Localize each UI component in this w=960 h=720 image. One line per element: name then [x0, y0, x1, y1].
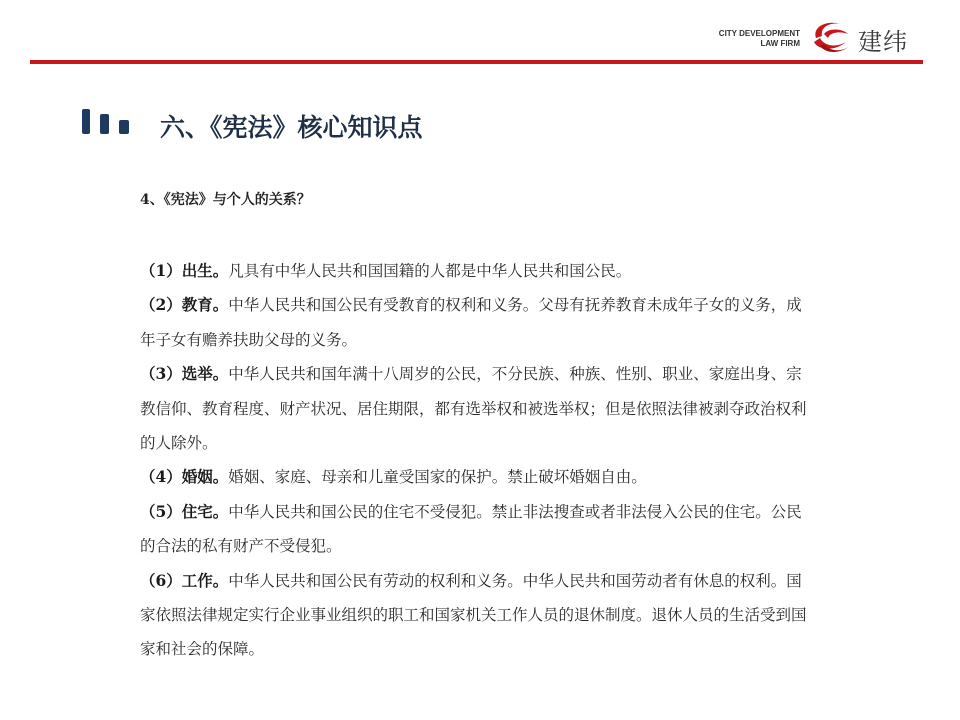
list-item: [140, 254, 810, 288]
item-text: 中华人民共和国公民有受教育的权利和义务。父母有抚养教育未成年子女的义务，成年子女有赡养扶助父母的义务。: [140, 296, 802, 349]
item-label: （6）工作。: [140, 570, 229, 590]
question-heading: 4、《宪法》与个人的关系？: [140, 192, 311, 208]
item-label: （4）婚姻。: [140, 467, 229, 487]
logo-english-line1: CITY DEVELOPMENT: [718, 29, 800, 38]
item-text: 中华人民共和国公民有劳动的权利和义务。中华人民共和国劳动者有休息的权利。国家依照法律规定实行企业事业组织的职工和国家机关工作人员的退休制度。退休人员的生活受到国家和社会的保障。: [140, 571, 807, 659]
header: [0, 0, 960, 70]
list-item: [140, 460, 810, 494]
list-item: [140, 495, 810, 564]
swirl-logo-icon: [806, 16, 854, 56]
item-label: （3）选举。: [140, 364, 229, 384]
item-text: 中华人民共和国年满十八周岁的公民，不分民族、种族、性别、职业、家庭出身、宗教信仰、教育程度、财产状况、居住期限，都有选举权和被选举权；但是依照法律被剥夺政治权利的人除外。: [140, 365, 807, 453]
title-bars-icon: [82, 109, 132, 134]
item-label: （5）住宅。: [140, 501, 229, 521]
page-title: 六、《宪法》核心知识点: [160, 113, 423, 142]
item-text: 凡具有中华人民共和国国籍的人都是中华人民共和国公民。: [228, 262, 632, 280]
logo-chinese: 建纬: [858, 28, 908, 56]
item-label: （1）出生。: [140, 261, 229, 280]
list-item: [140, 288, 810, 357]
logo-english: [719, 29, 800, 49]
list-item: [140, 564, 810, 667]
item-text: 中华人民共和国公民的住宅不受侵犯。禁止非法搜查或者非法侵入公民的住宅。公民的合法的私有财产不受侵犯。: [140, 502, 802, 556]
rights-list: [140, 254, 810, 667]
logo-english-line2: LAW FIRM: [760, 39, 800, 48]
item-text: 婚姻、家庭、母亲和儿童受国家的保护。禁止破坏婚姻自由。: [228, 468, 647, 487]
list-item: [140, 357, 810, 460]
header-divider: [30, 60, 923, 64]
item-label: （2）教育。: [140, 295, 229, 315]
